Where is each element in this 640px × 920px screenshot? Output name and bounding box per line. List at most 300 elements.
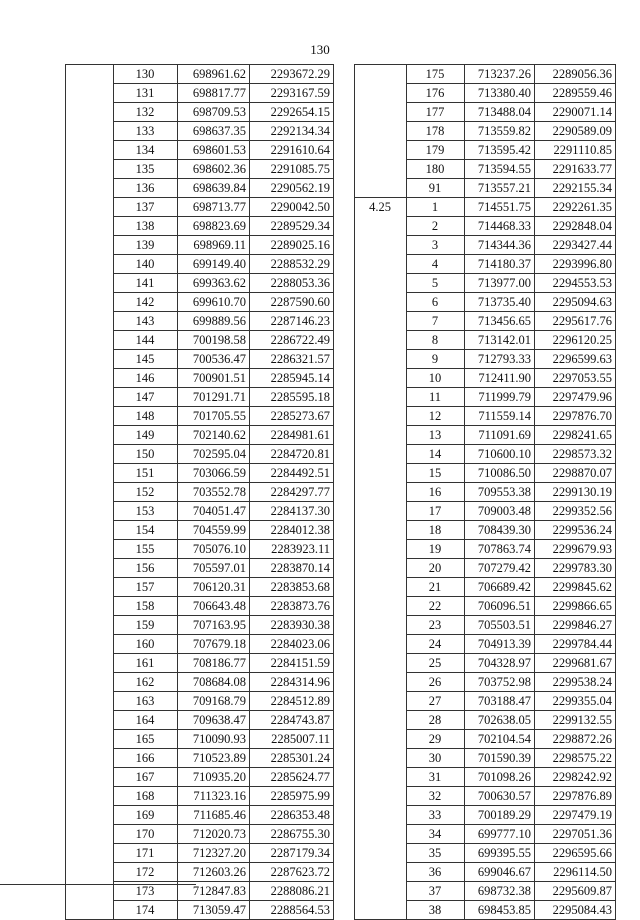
point-number-cell: 17 <box>407 502 465 521</box>
section-cell <box>66 426 114 445</box>
section-cell <box>355 293 407 312</box>
x-coordinate-cell: 701291.71 <box>178 388 250 407</box>
point-number-cell: 172 <box>114 863 178 882</box>
point-number-cell: 175 <box>407 65 465 84</box>
point-number-cell: 138 <box>114 217 178 236</box>
point-number-cell: 16 <box>407 483 465 502</box>
y-coordinate-cell: 2296599.63 <box>535 350 616 369</box>
x-coordinate-cell: 698601.53 <box>178 141 250 160</box>
table-row <box>355 65 616 84</box>
section-cell <box>66 768 114 787</box>
table-row <box>355 673 616 692</box>
table-row <box>66 559 334 578</box>
section-cell <box>355 407 407 426</box>
table-row <box>355 388 616 407</box>
table-row <box>66 749 334 768</box>
section-cell <box>355 578 407 597</box>
table-row <box>355 84 616 103</box>
y-coordinate-cell: 2291610.64 <box>250 141 334 160</box>
y-coordinate-cell: 2284492.51 <box>250 464 334 483</box>
point-number-cell: 133 <box>114 122 178 141</box>
point-number-cell: 139 <box>114 236 178 255</box>
table-row <box>355 369 616 388</box>
point-number-cell: 179 <box>407 141 465 160</box>
x-coordinate-cell: 713557.21 <box>465 179 535 198</box>
point-number-cell: 174 <box>114 901 178 920</box>
y-coordinate-cell: 2285975.99 <box>250 787 334 806</box>
table-row <box>66 787 334 806</box>
section-cell <box>355 559 407 578</box>
point-number-cell: 146 <box>114 369 178 388</box>
table-row <box>66 806 334 825</box>
point-number-cell: 148 <box>114 407 178 426</box>
table-row <box>66 388 334 407</box>
section-cell <box>66 692 114 711</box>
section-cell: 4.25 <box>355 198 407 217</box>
x-coordinate-cell: 713559.82 <box>465 122 535 141</box>
x-coordinate-cell: 706120.31 <box>178 578 250 597</box>
y-coordinate-cell: 2293672.29 <box>250 65 334 84</box>
y-coordinate-cell: 2295094.63 <box>535 293 616 312</box>
x-coordinate-cell: 713735.40 <box>465 293 535 312</box>
point-number-cell: 177 <box>407 103 465 122</box>
section-cell <box>66 578 114 597</box>
y-coordinate-cell: 2298573.32 <box>535 445 616 464</box>
y-coordinate-cell: 2298575.22 <box>535 749 616 768</box>
section-cell <box>355 179 407 198</box>
y-coordinate-cell: 2292654.15 <box>250 103 334 122</box>
y-coordinate-cell: 2295617.76 <box>535 312 616 331</box>
y-coordinate-cell: 2284012.38 <box>250 521 334 540</box>
y-coordinate-cell: 2291633.77 <box>535 160 616 179</box>
x-coordinate-cell: 707163.95 <box>178 616 250 635</box>
y-coordinate-cell: 2299866.65 <box>535 597 616 616</box>
point-number-cell: 147 <box>114 388 178 407</box>
y-coordinate-cell: 2292848.04 <box>535 217 616 236</box>
y-coordinate-cell: 2283930.38 <box>250 616 334 635</box>
x-coordinate-cell: 712411.90 <box>465 369 535 388</box>
section-cell <box>66 160 114 179</box>
table-row <box>66 274 334 293</box>
x-coordinate-cell: 711685.46 <box>178 806 250 825</box>
table-row <box>66 483 334 502</box>
section-cell <box>66 369 114 388</box>
table-row <box>355 312 616 331</box>
section-cell <box>355 388 407 407</box>
y-coordinate-cell: 2288053.36 <box>250 274 334 293</box>
point-number-cell: 159 <box>114 616 178 635</box>
x-coordinate-cell: 698817.77 <box>178 84 250 103</box>
section-cell <box>66 198 114 217</box>
y-coordinate-cell: 2299355.04 <box>535 692 616 711</box>
point-number-cell: 178 <box>407 122 465 141</box>
y-coordinate-cell: 2284314.96 <box>250 673 334 692</box>
table-row <box>355 407 616 426</box>
table-row <box>66 578 334 597</box>
table-row <box>355 749 616 768</box>
table-row <box>355 787 616 806</box>
point-number-cell: 10 <box>407 369 465 388</box>
section-cell <box>355 863 407 882</box>
point-number-cell: 173 <box>114 882 178 901</box>
section-cell <box>66 730 114 749</box>
table-row <box>66 122 334 141</box>
x-coordinate-cell: 708439.30 <box>465 521 535 540</box>
y-coordinate-cell: 2299130.19 <box>535 483 616 502</box>
x-coordinate-cell: 713595.42 <box>465 141 535 160</box>
y-coordinate-cell: 2296120.25 <box>535 331 616 350</box>
section-cell <box>355 825 407 844</box>
section-cell <box>355 635 407 654</box>
table-row <box>355 559 616 578</box>
x-coordinate-cell: 710090.93 <box>178 730 250 749</box>
x-coordinate-cell: 701705.55 <box>178 407 250 426</box>
y-coordinate-cell: 2285301.24 <box>250 749 334 768</box>
table-row <box>355 654 616 673</box>
section-cell <box>355 255 407 274</box>
x-coordinate-cell: 707679.18 <box>178 635 250 654</box>
point-number-cell: 158 <box>114 597 178 616</box>
y-coordinate-cell: 2287179.34 <box>250 844 334 863</box>
section-cell <box>66 407 114 426</box>
point-number-cell: 2 <box>407 217 465 236</box>
x-coordinate-cell: 713977.00 <box>465 274 535 293</box>
x-coordinate-cell: 713456.65 <box>465 312 535 331</box>
table-row <box>66 217 334 236</box>
table-row <box>66 407 334 426</box>
y-coordinate-cell: 2295609.87 <box>535 882 616 901</box>
point-number-cell: 6 <box>407 293 465 312</box>
y-coordinate-cell: 2297051.36 <box>535 825 616 844</box>
section-cell <box>355 692 407 711</box>
coordinates-table-left <box>65 64 334 920</box>
section-cell <box>355 749 407 768</box>
x-coordinate-cell: 702638.05 <box>465 711 535 730</box>
y-coordinate-cell: 2287623.72 <box>250 863 334 882</box>
section-cell <box>66 825 114 844</box>
x-coordinate-cell: 712847.83 <box>178 882 250 901</box>
x-coordinate-cell: 711091.69 <box>465 426 535 445</box>
x-coordinate-cell: 713142.01 <box>465 331 535 350</box>
x-coordinate-cell: 706643.48 <box>178 597 250 616</box>
point-number-cell: 14 <box>407 445 465 464</box>
section-cell <box>66 901 114 920</box>
table-row <box>66 160 334 179</box>
point-number-cell: 144 <box>114 331 178 350</box>
y-coordinate-cell: 2299784.44 <box>535 635 616 654</box>
table-row <box>355 635 616 654</box>
point-number-cell: 13 <box>407 426 465 445</box>
table-row <box>355 217 616 236</box>
point-number-cell: 157 <box>114 578 178 597</box>
section-cell <box>355 426 407 445</box>
y-coordinate-cell: 2299783.30 <box>535 559 616 578</box>
table-row <box>66 825 334 844</box>
section-cell <box>66 293 114 312</box>
x-coordinate-cell: 714180.37 <box>465 255 535 274</box>
x-coordinate-cell: 711323.16 <box>178 787 250 806</box>
x-coordinate-cell: 698961.62 <box>178 65 250 84</box>
section-cell <box>355 597 407 616</box>
table-row <box>66 179 334 198</box>
y-coordinate-cell: 2299679.93 <box>535 540 616 559</box>
section-cell <box>66 597 114 616</box>
section-cell <box>355 84 407 103</box>
point-number-cell: 18 <box>407 521 465 540</box>
point-number-cell: 163 <box>114 692 178 711</box>
table-row <box>355 502 616 521</box>
point-number-cell: 153 <box>114 502 178 521</box>
point-number-cell: 32 <box>407 787 465 806</box>
y-coordinate-cell: 2291085.75 <box>250 160 334 179</box>
section-cell <box>66 806 114 825</box>
x-coordinate-cell: 700901.51 <box>178 369 250 388</box>
table-row <box>66 464 334 483</box>
section-cell <box>66 521 114 540</box>
y-coordinate-cell: 2285624.77 <box>250 768 334 787</box>
y-coordinate-cell: 2284023.06 <box>250 635 334 654</box>
x-coordinate-cell: 699363.62 <box>178 274 250 293</box>
x-coordinate-cell: 712020.73 <box>178 825 250 844</box>
x-coordinate-cell: 714551.75 <box>465 198 535 217</box>
table-row <box>66 293 334 312</box>
y-coordinate-cell: 2290589.09 <box>535 122 616 141</box>
section-cell <box>355 103 407 122</box>
point-number-cell: 29 <box>407 730 465 749</box>
section-cell <box>355 616 407 635</box>
point-number-cell: 134 <box>114 141 178 160</box>
table-row <box>355 160 616 179</box>
point-number-cell: 141 <box>114 274 178 293</box>
table-row <box>66 768 334 787</box>
point-number-cell: 164 <box>114 711 178 730</box>
table-row <box>66 730 334 749</box>
x-coordinate-cell: 703752.98 <box>465 673 535 692</box>
x-coordinate-cell: 708684.08 <box>178 673 250 692</box>
y-coordinate-cell: 2290042.50 <box>250 198 334 217</box>
point-number-cell: 8 <box>407 331 465 350</box>
table-row <box>66 198 334 217</box>
section-cell <box>66 654 114 673</box>
y-coordinate-cell: 2291110.85 <box>535 141 616 160</box>
section-cell <box>66 103 114 122</box>
y-coordinate-cell: 2288532.29 <box>250 255 334 274</box>
table-row <box>355 236 616 255</box>
section-cell <box>66 787 114 806</box>
section-cell <box>66 863 114 882</box>
x-coordinate-cell: 705503.51 <box>465 616 535 635</box>
table-row <box>66 597 334 616</box>
y-coordinate-cell: 2296114.50 <box>535 863 616 882</box>
point-number-cell: 23 <box>407 616 465 635</box>
y-coordinate-cell: 2288564.53 <box>250 901 334 920</box>
section-cell <box>355 844 407 863</box>
point-number-cell: 30 <box>407 749 465 768</box>
point-number-cell: 171 <box>114 844 178 863</box>
table-row <box>355 768 616 787</box>
point-number-cell: 152 <box>114 483 178 502</box>
point-number-cell: 150 <box>114 445 178 464</box>
table-row <box>355 521 616 540</box>
table-row <box>355 198 616 217</box>
x-coordinate-cell: 713594.55 <box>465 160 535 179</box>
x-coordinate-cell: 705597.01 <box>178 559 250 578</box>
point-number-cell: 20 <box>407 559 465 578</box>
point-number-cell: 165 <box>114 730 178 749</box>
section-cell <box>66 844 114 863</box>
x-coordinate-cell: 713059.47 <box>178 901 250 920</box>
point-number-cell: 135 <box>114 160 178 179</box>
x-coordinate-cell: 711559.14 <box>465 407 535 426</box>
x-coordinate-cell: 700198.58 <box>178 331 250 350</box>
table-row <box>66 312 334 331</box>
point-number-cell: 26 <box>407 673 465 692</box>
x-coordinate-cell: 699610.70 <box>178 293 250 312</box>
x-coordinate-cell: 712327.20 <box>178 844 250 863</box>
section-cell <box>66 122 114 141</box>
y-coordinate-cell: 2289529.34 <box>250 217 334 236</box>
point-number-cell: 137 <box>114 198 178 217</box>
section-cell <box>355 274 407 293</box>
point-number-cell: 151 <box>114 464 178 483</box>
y-coordinate-cell: 2298241.65 <box>535 426 616 445</box>
point-number-cell: 169 <box>114 806 178 825</box>
point-number-cell: 132 <box>114 103 178 122</box>
x-coordinate-cell: 714468.33 <box>465 217 535 236</box>
section-cell <box>355 654 407 673</box>
y-coordinate-cell: 2289559.46 <box>535 84 616 103</box>
x-coordinate-cell: 703552.78 <box>178 483 250 502</box>
x-coordinate-cell: 712603.26 <box>178 863 250 882</box>
section-cell <box>355 502 407 521</box>
point-number-cell: 136 <box>114 179 178 198</box>
point-number-cell: 11 <box>407 388 465 407</box>
table-row <box>66 540 334 559</box>
table-row <box>66 141 334 160</box>
y-coordinate-cell: 2297876.70 <box>535 407 616 426</box>
x-coordinate-cell: 698639.84 <box>178 179 250 198</box>
section-cell <box>355 350 407 369</box>
table-row <box>66 654 334 673</box>
table-row <box>66 236 334 255</box>
section-cell <box>355 464 407 483</box>
x-coordinate-cell: 713237.26 <box>465 65 535 84</box>
y-coordinate-cell: 2288086.21 <box>250 882 334 901</box>
point-number-cell: 91 <box>407 179 465 198</box>
section-cell <box>66 445 114 464</box>
x-coordinate-cell: 708186.77 <box>178 654 250 673</box>
x-coordinate-cell: 700536.47 <box>178 350 250 369</box>
section-cell <box>66 331 114 350</box>
table-row <box>355 825 616 844</box>
table-row <box>66 863 334 882</box>
table-row <box>355 464 616 483</box>
y-coordinate-cell: 2299681.67 <box>535 654 616 673</box>
y-coordinate-cell: 2284512.89 <box>250 692 334 711</box>
x-coordinate-cell: 699046.67 <box>465 863 535 882</box>
point-number-cell: 9 <box>407 350 465 369</box>
table-row <box>66 692 334 711</box>
table-row <box>355 901 616 920</box>
point-number-cell: 12 <box>407 407 465 426</box>
point-number-cell: 143 <box>114 312 178 331</box>
x-coordinate-cell: 700189.29 <box>465 806 535 825</box>
section-cell <box>66 673 114 692</box>
x-coordinate-cell: 704051.47 <box>178 502 250 521</box>
point-number-cell: 154 <box>114 521 178 540</box>
section-cell <box>355 882 407 901</box>
x-coordinate-cell: 707279.42 <box>465 559 535 578</box>
x-coordinate-cell: 698732.38 <box>465 882 535 901</box>
y-coordinate-cell: 2298870.07 <box>535 464 616 483</box>
x-coordinate-cell: 707863.74 <box>465 540 535 559</box>
table-row <box>355 597 616 616</box>
table-row <box>355 350 616 369</box>
y-coordinate-cell: 2297876.89 <box>535 787 616 806</box>
y-coordinate-cell: 2299352.56 <box>535 502 616 521</box>
section-cell <box>355 787 407 806</box>
table-row <box>355 863 616 882</box>
y-coordinate-cell: 2293167.59 <box>250 84 334 103</box>
x-coordinate-cell: 703066.59 <box>178 464 250 483</box>
point-number-cell: 21 <box>407 578 465 597</box>
table-row <box>355 711 616 730</box>
table-row <box>66 711 334 730</box>
coordinates-table-right <box>354 64 616 920</box>
x-coordinate-cell: 709003.48 <box>465 502 535 521</box>
section-cell <box>355 901 407 920</box>
y-coordinate-cell: 2285007.11 <box>250 730 334 749</box>
footnote-separator <box>0 884 196 885</box>
x-coordinate-cell: 713488.04 <box>465 103 535 122</box>
table-row <box>66 844 334 863</box>
point-number-cell: 34 <box>407 825 465 844</box>
y-coordinate-cell: 2289025.16 <box>250 236 334 255</box>
point-number-cell: 162 <box>114 673 178 692</box>
point-number-cell: 176 <box>407 84 465 103</box>
section-cell <box>355 236 407 255</box>
section-cell <box>66 388 114 407</box>
table-row <box>355 844 616 863</box>
x-coordinate-cell: 698969.11 <box>178 236 250 255</box>
section-cell <box>355 673 407 692</box>
point-number-cell: 36 <box>407 863 465 882</box>
y-coordinate-cell: 2283870.14 <box>250 559 334 578</box>
table-row <box>66 103 334 122</box>
y-coordinate-cell: 2286722.49 <box>250 331 334 350</box>
x-coordinate-cell: 706096.51 <box>465 597 535 616</box>
section-cell <box>66 274 114 293</box>
point-number-cell: 3 <box>407 236 465 255</box>
y-coordinate-cell: 2299538.24 <box>535 673 616 692</box>
section-cell <box>355 521 407 540</box>
section-cell <box>66 141 114 160</box>
table-row <box>66 635 334 654</box>
point-number-cell: 24 <box>407 635 465 654</box>
point-number-cell: 156 <box>114 559 178 578</box>
table-row <box>66 255 334 274</box>
x-coordinate-cell: 698713.77 <box>178 198 250 217</box>
table-row <box>66 445 334 464</box>
x-coordinate-cell: 710600.10 <box>465 445 535 464</box>
x-coordinate-cell: 710523.89 <box>178 749 250 768</box>
y-coordinate-cell: 2285595.18 <box>250 388 334 407</box>
table-row <box>355 179 616 198</box>
point-number-cell: 4 <box>407 255 465 274</box>
table-row <box>355 331 616 350</box>
section-cell <box>66 350 114 369</box>
x-coordinate-cell: 709638.47 <box>178 711 250 730</box>
